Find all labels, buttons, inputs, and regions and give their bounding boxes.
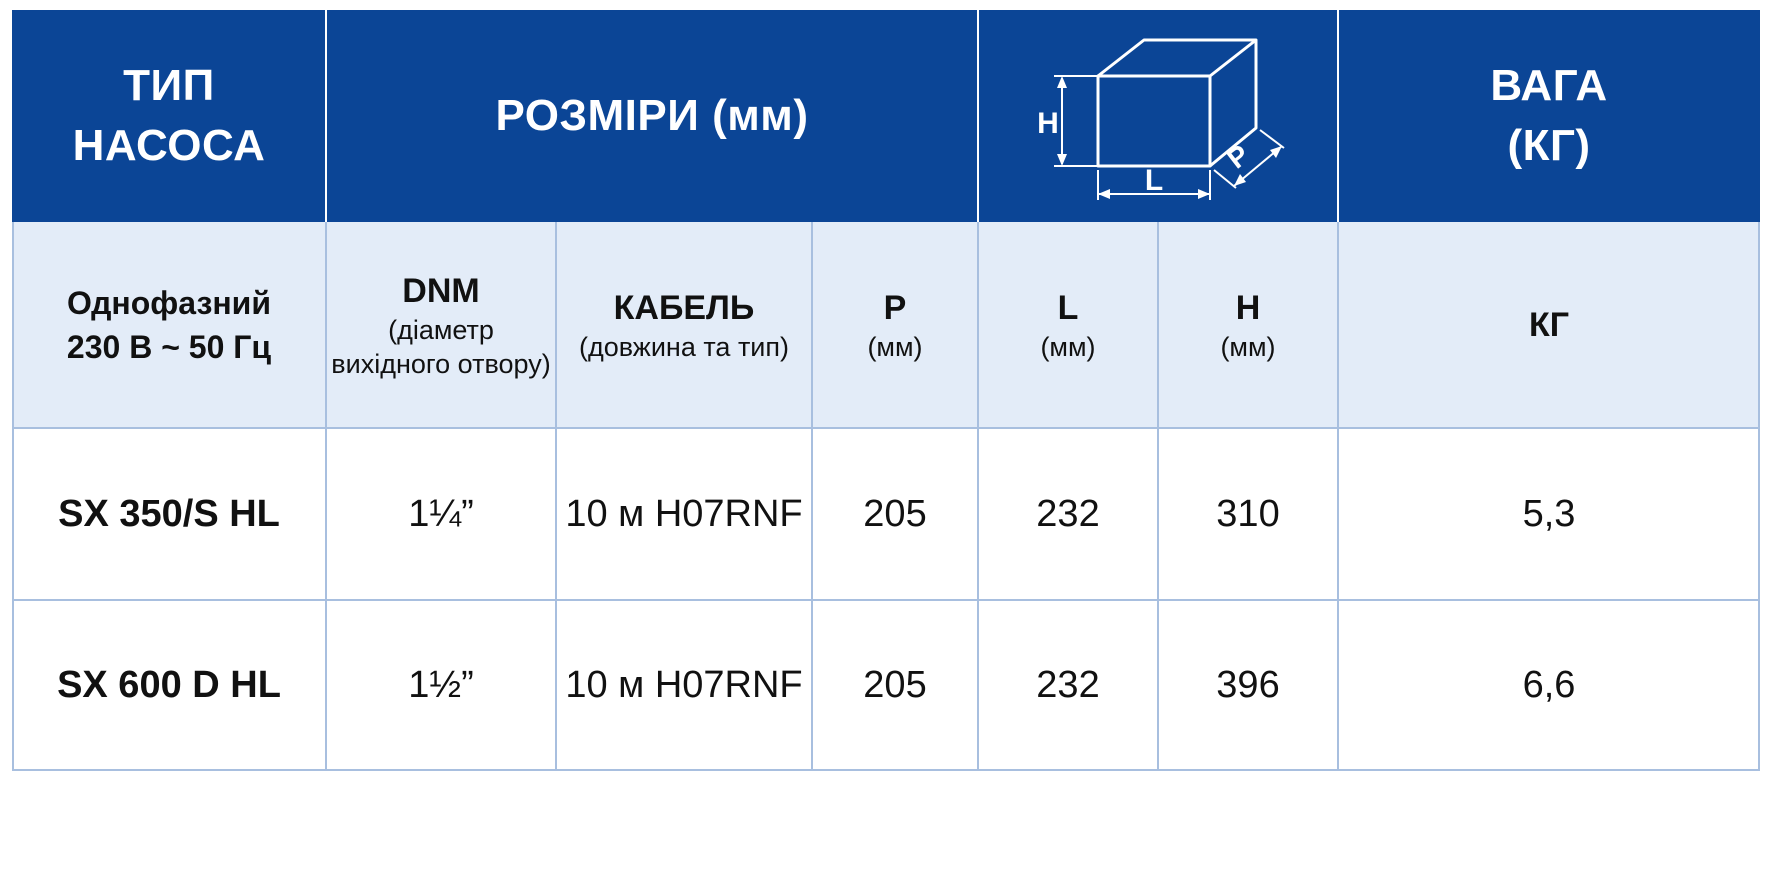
column-divider [977, 222, 979, 771]
column-divider [811, 222, 813, 771]
row1-model: SX 350/S HL [12, 428, 326, 600]
diagram-label-l: L [1144, 164, 1164, 197]
row2-cable: 10 м H07RNF [556, 600, 812, 771]
column-divider [1157, 222, 1159, 771]
subheader-p-title: P [883, 289, 907, 327]
row-divider [12, 769, 1760, 771]
column-divider [1337, 222, 1339, 771]
subheader-dnm-title: DNM [402, 272, 480, 310]
subheader-l-title: L [1057, 289, 1079, 327]
subheader-h-title: H [1235, 289, 1261, 327]
subheader-cable [556, 222, 812, 428]
header-pump-type-line2: НАСОСА [72, 121, 266, 170]
row-divider [12, 427, 1760, 429]
header-divider [977, 10, 979, 222]
header-dimensions [326, 10, 978, 222]
row1-h: 310 [1158, 428, 1338, 600]
header-pump-type-line1: ТИП [123, 61, 215, 110]
header-divider [1337, 10, 1339, 222]
header-dimension-diagram [978, 10, 1338, 222]
subheader-kg [1338, 222, 1760, 428]
subheader-cable-title: КАБЕЛЬ [613, 289, 755, 327]
subheader-h [1158, 222, 1338, 428]
header-weight-line1: ВАГА [1490, 61, 1608, 110]
column-divider [325, 222, 327, 771]
subheader-dnm [326, 222, 556, 428]
subheader-dnm-note1: (діаметр [388, 315, 494, 345]
subheader-p [812, 222, 978, 428]
spec-table [12, 10, 1760, 871]
subheader-power [12, 222, 326, 428]
row1-weight: 5,3 [1338, 428, 1760, 600]
row-divider [12, 599, 1760, 601]
row1-dnm: 1¼” [326, 428, 556, 600]
table-edge [1758, 222, 1760, 771]
row2-model: SX 600 D HL [12, 600, 326, 771]
header-pump-type [12, 10, 326, 222]
row2-h: 396 [1158, 600, 1338, 771]
row2-dnm: 1½” [326, 600, 556, 771]
subheader-dnm-note2: вихідного отвору) [331, 349, 551, 379]
row2-l: 232 [978, 600, 1158, 771]
header-weight-line2: (КГ) [1507, 121, 1591, 170]
subheader-h-unit: (мм) [1220, 332, 1276, 362]
row2-weight: 6,6 [1338, 600, 1760, 771]
header-dimensions-title: РОЗМІРИ (мм) [495, 91, 809, 140]
subheader-kg-title: КГ [1528, 306, 1570, 344]
diagram-label-p: P [1221, 138, 1256, 175]
subheader-cable-note: (довжина та тип) [578, 332, 789, 362]
row1-cable: 10 м H07RNF [556, 428, 812, 600]
header-divider [325, 10, 327, 222]
row1-p: 205 [812, 428, 978, 600]
row2-p: 205 [812, 600, 978, 771]
column-divider [555, 222, 557, 771]
subheader-l [978, 222, 1158, 428]
diagram-label-h: H [1037, 107, 1059, 140]
box-dimension-icon [978, 10, 1338, 222]
subheader-p-unit: (мм) [867, 332, 923, 362]
row1-l: 232 [978, 428, 1158, 600]
table-edge [12, 222, 14, 771]
subheader-l-unit: (мм) [1040, 332, 1096, 362]
subheader-power-line1: Однофазний [66, 285, 272, 321]
subheader-power-line2: 230 В ~ 50 Гц [66, 329, 272, 365]
header-weight [1338, 10, 1760, 222]
